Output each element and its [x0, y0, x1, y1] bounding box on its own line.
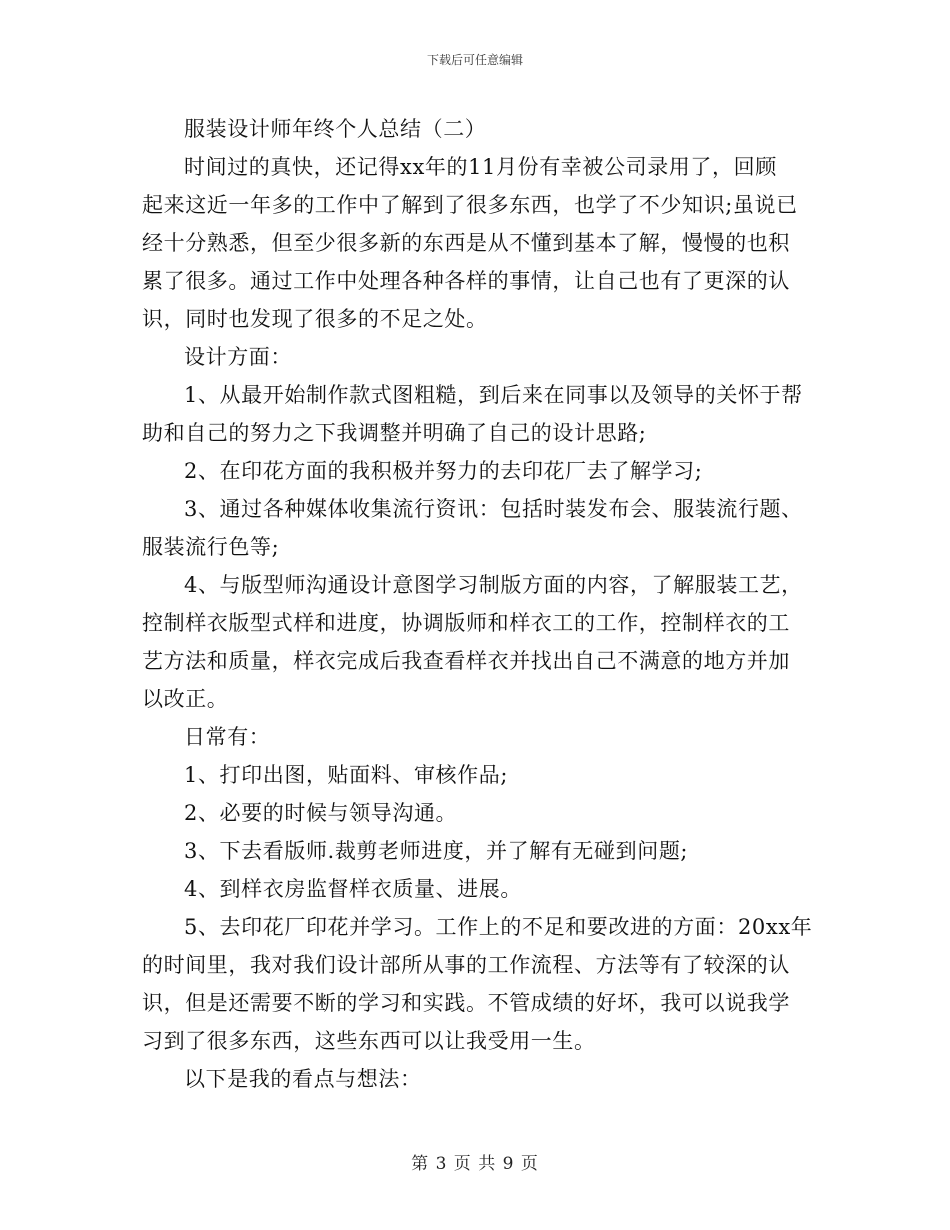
list-item: 4、与版型师沟通设计意图学习制版方面的内容，了解服装工艺，: [184, 573, 803, 597]
paragraph-line: 经十分熟悉，但至少很多新的东西是从不懂到基本了解，慢慢的也积: [142, 231, 790, 255]
list-item: 4、到样衣房监督样衣质量、进展。: [184, 877, 522, 901]
list-item: 2、在印花方面的我积极并努力的去印花厂去了解学习;: [184, 459, 703, 483]
list-item: 3、下去看版师.裁剪老师进度，并了解有无碰到问题;: [184, 839, 689, 863]
section-heading-daily: 日常有：: [184, 725, 271, 749]
document-title: 服装设计师年终个人总结（二）: [184, 117, 487, 141]
page-footer: 第 3 页 共 9 页: [411, 1154, 539, 1174]
list-item: 1、从最开始制作款式图粗糙，到后来在同事以及领导的关怀于帮: [184, 383, 803, 407]
list-item-continuation: 的时间里，我对我们设计部所从事的工作流程、方法等有了较深的认: [142, 953, 790, 977]
list-item: 1、打印出图，贴面料、审核作品;: [184, 763, 509, 787]
page-header: 下载后可任意编辑: [426, 53, 523, 67]
list-item-continuation: 艺方法和质量，样衣完成后我查看样衣并找出自己不满意的地方并加: [142, 649, 790, 673]
list-item-continuation: 服装流行色等;: [142, 535, 280, 559]
list-item: 5、去印花厂印花并学习。工作上的不足和要改进的方面：20xx年: [184, 915, 813, 939]
list-item-continuation: 习到了很多东西，这些东西可以让我受用一生。: [142, 1029, 596, 1053]
list-item: 3、通过各种媒体收集流行资讯：包括时装发布会、服装流行题、: [184, 497, 803, 521]
section-heading-design: 设计方面：: [184, 345, 292, 369]
list-item: 2、必要的时候与领导沟通。: [184, 801, 458, 825]
paragraph-line: 时间过的真快，还记得xx年的11月份有幸被公司录用了，回顾: [184, 155, 777, 179]
list-item-continuation: 控制样衣版型式样和进度，协调版师和样衣工的工作，控制样衣的工: [142, 611, 790, 635]
list-item-continuation: 助和自己的努力之下我调整并明确了自己的设计思路;: [142, 421, 647, 445]
paragraph-line: 起来这近一年多的工作中了解到了很多东西，也学了不少知识;虽说已: [142, 193, 798, 217]
list-item-continuation: 以改正。: [142, 687, 229, 711]
paragraph-line: 识，同时也发现了很多的不足之处。: [142, 307, 488, 331]
paragraph-line: 累了很多。通过工作中处理各种各样的事情，让自己也有了更深的认: [142, 269, 790, 293]
list-item-continuation: 识，但是还需要不断的学习和实践。不管成绩的好坏，我可以说我学: [142, 991, 790, 1015]
document-body: [142, 110, 813, 1098]
closing-line: 以下是我的看点与想法：: [184, 1067, 422, 1091]
